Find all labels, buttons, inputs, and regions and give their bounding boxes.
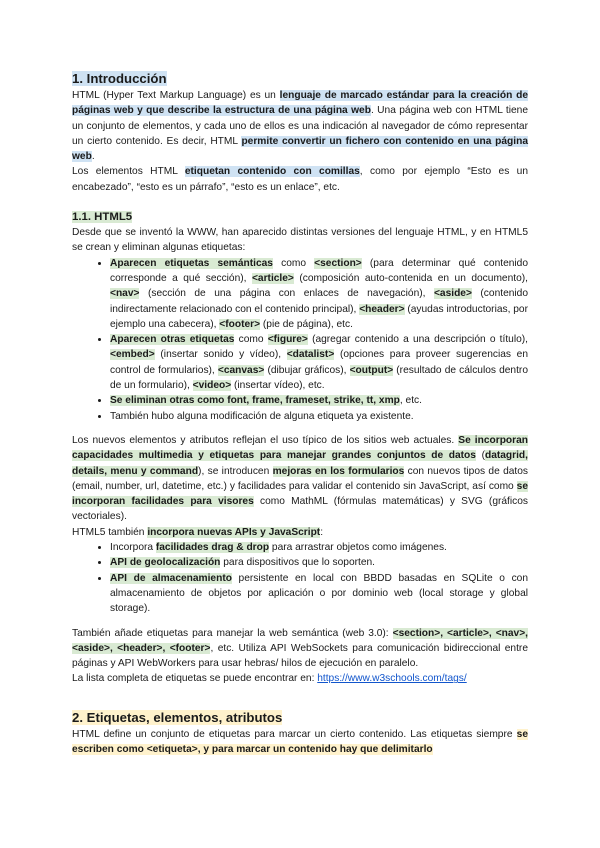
html5-apis-paragraph: HTML5 también incorpora nuevas APIs y JavaScript:: [72, 526, 324, 538]
section-1-heading: 1. Introducción: [72, 71, 167, 86]
section-2-heading: 2. Etiquetas, elementos, atributos: [72, 709, 283, 725]
intro-paragraph-1: HTML (Hyper Text Markup Language) es un lenguaje de marcado estándar para la creación de páginas web y que describe la estructura de una página web. Una página web con HTML tiene un conjunto de elementos, y cada uno de ellos es una indicación al navegador de cómo representar un cierto contenido. Es decir, HTML permite convertir un fichero con contenido en una página web.: [72, 90, 528, 163]
bullet-drag-drop: • Incorpora facilidades drag & drop para arrastrar objetos como imágenes.: [110, 540, 528, 555]
html5-elements-paragraph: Los nuevos elementos y atributos reflejan el uso típico de los sitios web actuales. Se incorporan capacidades multimedia y etiquetas para manejar grandes conjuntos de datos (datagrid, details, menu y command), se introducen mejoras en los formularios con nuevos tipos de datos (email, number, url, datetime, etc.) y facilidades para validar el contenido sin JavaScript, así como se incorporan facilidades para visores como MathML (fórmulas matemáticas) y SVG (gráficos vectoriales).: [72, 434, 528, 523]
bullet-other-tags: • Aparecen otras etiquetas como <figure> (agregar contenido a una descripción o título), <embed> (insertar sonido y vídeo), <datalist> (opciones para proveer sugerencias en control de formularios), <canvas> (dibujar gráficos), <output> (resultado de cálculos dentro de un formulario), <video> (insertar vídeo), etc.: [110, 332, 528, 393]
w3schools-tags-link[interactable]: https://www.w3schools.com/tags/: [317, 673, 467, 685]
html5-api-list: [72, 540, 528, 616]
semantic-web-paragraph: También añade etiquetas para manejar la web semántica (web 3.0): <section>, <article>, <nav>, <aside>, <header>, <footer>, etc. Utiliza API WebSockets para comunicación bidireccional entre páginas y API WebWorkers para usar hebras/ hilos de ejecución en paralelo.: [72, 627, 528, 670]
tags-paragraph: HTML define un conjunto de etiquetas para marcar un cierto contenido. Las etiquetas siempre se escriben como <etiqueta>, y para marcar un contenido hay que delimitarlo: [72, 728, 528, 755]
bullet-semantic-tags: • Aparecen etiquetas semánticas como <section> (para determinar qué contenido corresponde a qué sección), <article> (composición auto-contenida en un documento), <nav> (sección de una página con enlaces de navegación), <aside> (contenido indirectamente relacionado con el contenido principal), <header> (ayudas introductorias, por ejemplo una cabecera), <footer> (pie de página), etc.: [110, 256, 528, 332]
bullet-removed-tags: • Se eliminan otras como font, frame, frameset, strike, tt, xmp, etc.: [110, 393, 528, 408]
section-1-1-heading: 1.1. HTML5: [72, 211, 133, 224]
tag-list-paragraph: La lista completa de etiquetas se puede encontrar en: https://www.w3schools.com/tags/: [72, 673, 467, 685]
intro-paragraph-2: Los elementos HTML etiquetan contenido con comillas, como por ejemplo “Esto es un encabezado”, “esto es un párrafo”, “esto es un enlace”, etc.: [72, 166, 528, 193]
bullet-storage: • API de almacenamiento persistente en local con BBDD basadas en SQLite o con almacenamiento de objetos por aplicación o por dominio web (local storage y global storage).: [110, 571, 528, 617]
html5-bullet-list: [72, 256, 528, 424]
document-page: [72, 70, 528, 757]
bullet-geolocation: • API de geolocalización para dispositivos que lo soporten.: [110, 555, 528, 570]
html5-intro-paragraph: Desde que se inventó la WWW, han aparecido distintas versiones del lenguaje HTML, y en HTML5 se crean y eliminan algunas etiquetas:: [72, 227, 528, 254]
bullet-modified-tag: • También hubo alguna modificación de alguna etiqueta ya existente.: [110, 409, 528, 424]
